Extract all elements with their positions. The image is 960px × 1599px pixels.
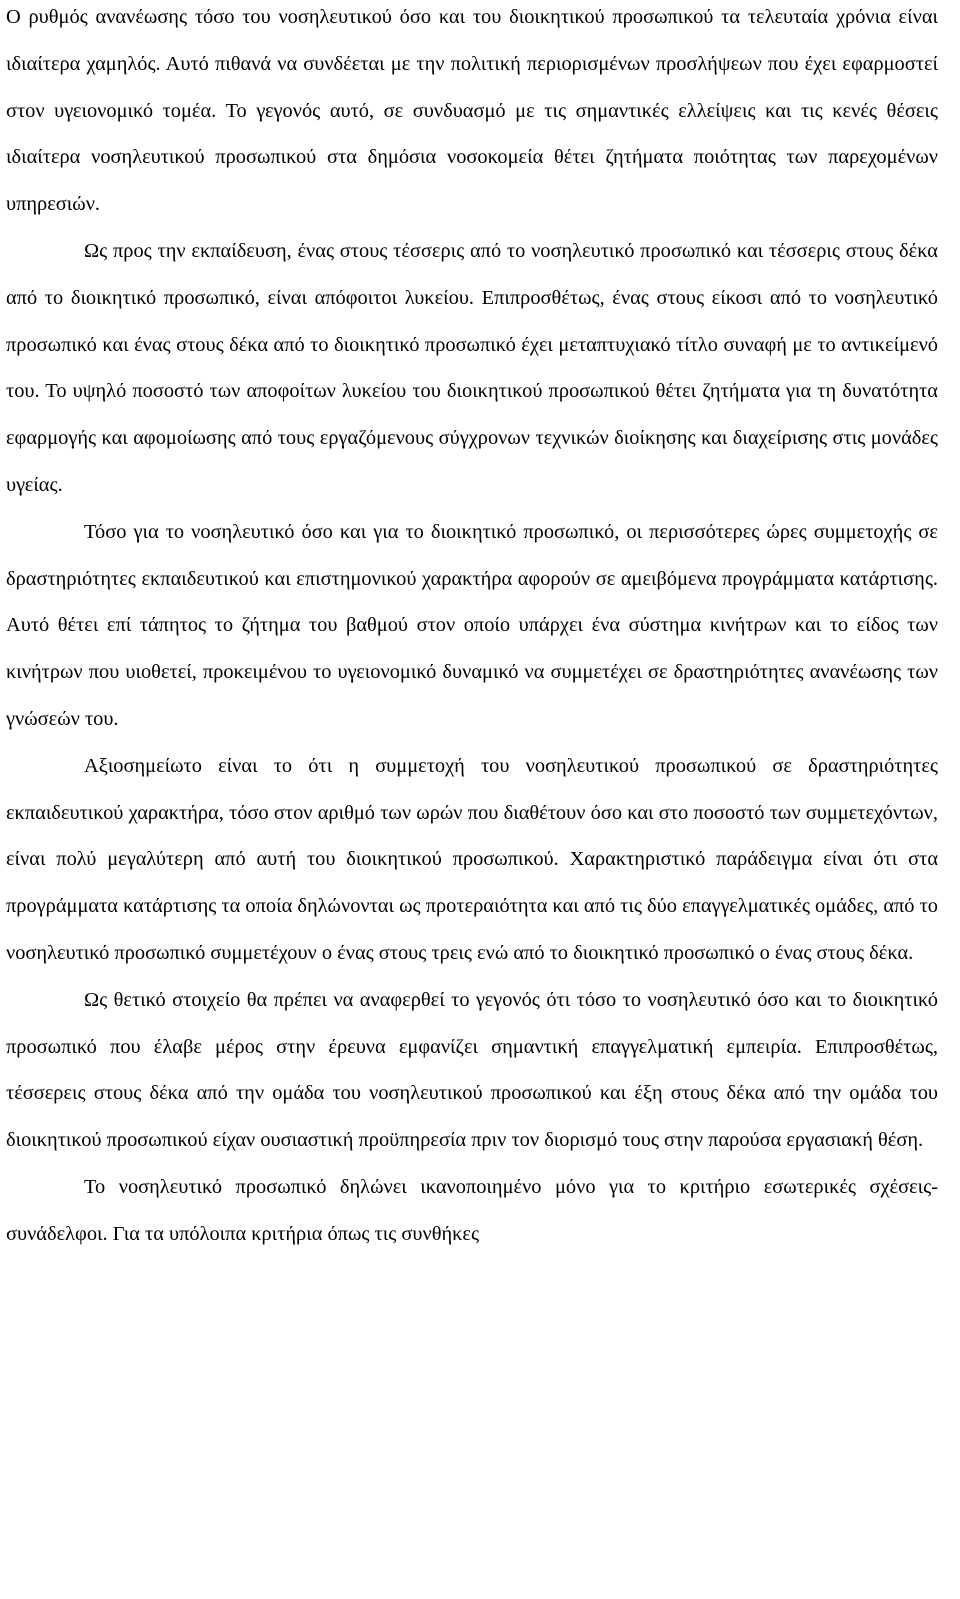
paragraph-2: Ως προς την εκπαίδευση, ένας στους τέσσερις από το νοσηλευτικό προσωπικό και τέσσερις στους δέκα από το διοικητικό προσωπικό, είναι απόφοιτοι λυκείου. Επιπροσθέτως, ένας στους είκοσι από το νοσηλευτικό προσωπικό και ένας στους δέκα από το διοικητικό προσωπικό έχει μεταπτυχιακό τίτλο συναφή με το αντικείμενό του. Το υψηλό ποσοστό των αποφοίτων λυκείου του διοικητικού προσωπικού θέτει ζητήματα για τη δυνατότητα εφαρμογής και αφομοίωσης από τους εργαζόμενους σύγχρονων τεχνικών διοίκησης και διαχείρισης στις μονάδες υγείας.	[6, 239, 938, 496]
paragraph-4: Αξιοσημείωτο είναι το ότι η συμμετοχή του νοσηλευτικού προσωπικού σε δραστηριότητες εκπαιδευτικού χαρακτήρα, τόσο στον αριθμό των ωρών που διαθέτουν όσο και στο ποσοστό των συμμετεχόντων, είναι πολύ μεγαλύτερη από αυτή του διοικητικού προσωπικού. Χαρακτηριστικό παράδειγμα είναι ότι στα προγράμματα κατάρτισης τα οποία δηλώνονται ως προτεραιότητα και από τις δύο επαγγελματικές ομάδες, από το νοσηλευτικό προσωπικό συμμετέχουν ο ένας στους τρεις ενώ από το διοικητικό προσωπικό ο ένας στους δέκα.	[6, 754, 938, 964]
paragraph-6: Το νοσηλευτικό προσωπικό δηλώνει ικανοποιημένο μόνο για το κριτήριο εσωτερικές σχέσεις-συνάδελφοι. Για τα υπόλοιπα κριτήρια όπως τις συνθήκες	[6, 1175, 938, 1245]
document-page	[6, 0, 938, 1599]
paragraph-5: Ως θετικό στοιχείο θα πρέπει να αναφερθεί το γεγονός ότι τόσο το νοσηλευτικό όσο και το διοικητικό προσωπικό που έλαβε μέρος στην έρευνα εμφανίζει σημαντική επαγγελματική εμπειρία. Επιπροσθέτως, τέσσερεις στους δέκα από την ομάδα του νοσηλευτικού προσωπικού και έξη στους δέκα από την ομάδα του διοικητικού προσωπικού είχαν ουσιαστική προϋπηρεσία πριν τον διορισμό τους στην παρούσα εργασιακή θέση.	[6, 988, 938, 1152]
paragraph-3: Τόσο για το νοσηλευτικό όσο και για το διοικητικό προσωπικό, οι περισσότερες ώρες συμμετοχής σε δραστηριότητες εκπαιδευτικού και επιστημονικού χαρακτήρα αφορούν σε αμειβόμενα προγράμματα κατάρτισης. Αυτό θέτει επί τάπητος το ζήτημα του βαθμού στον οποίο υπάρχει ένα σύστημα κινήτρων και το είδος των κινήτρων που υιοθετεί, προκειμένου το υγειονομικό δυναμικό να συμμετέχει σε δραστηριότητες ανανέωσης των γνώσεών του.	[6, 520, 938, 730]
paragraph-1: Ο ρυθμός ανανέωσης τόσο του νοσηλευτικού όσο και του διοικητικού προσωπικού τα τελευταία χρόνια είναι ιδιαίτερα χαμηλός. Αυτό πιθανά να συνδέεται με την πολιτική περιορισμένων προσλήψεων που έχει εφαρμοστεί στον υγειονομικό τομέα. Το γεγονός αυτό, σε συνδυασμό με τις σημαντικές ελλείψεις και τις κενές θέσεις ιδιαίτερα νοσηλευτικού προσωπικού στα δημόσια νοσοκομεία θέτει ζητήματα ποιότητας των παρεχομένων υπηρεσιών.	[6, 6, 938, 216]
